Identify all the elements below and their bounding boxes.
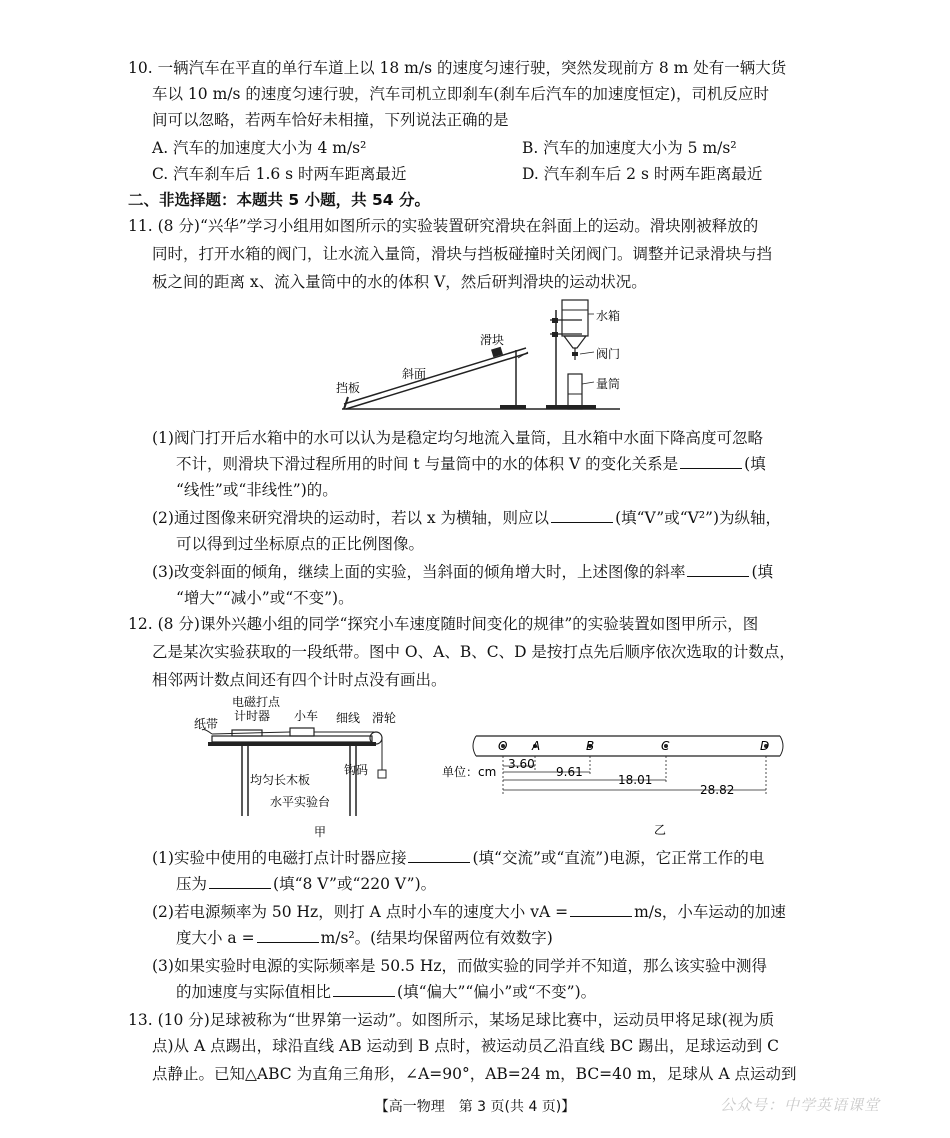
cylinder-label: 量筒 xyxy=(596,377,621,391)
q10-option-b: B. 汽车的加速度大小为 5 m/s² xyxy=(522,139,737,157)
point-d: D xyxy=(760,739,770,753)
q11-sub2-line1: (2)通过图像来研究滑块的运动时，若以 x 为横轴，则应以 (填“V”或“V²”)为纵轴， xyxy=(152,506,781,530)
q10-line2: 车以 10 m/s 的速度匀速行驶，汽车司机立即刹车(刹车后汽车的加速度恒定)，司机反应时 xyxy=(152,85,769,103)
q13-line3: 点静止。已知△ABC 为直角三角形，∠A=90°，AB=24 m，BC=40 m，足球从 A 点运动到 xyxy=(152,1065,797,1083)
q11-line1: 11. (8 分)“兴华”学习小组用如图所示的实验装置研究滑块在斜面上的运动。滑块刚被释放的 xyxy=(128,217,759,235)
string-label: 细线 xyxy=(336,711,361,725)
q11-line3: 板之间的距离 x、流入量筒中的水的体积 V，然后研判滑块的运动状况。 xyxy=(152,273,647,291)
table-label: 水平实验台 xyxy=(270,795,331,809)
q12-line1: 12. (8 分)课外兴趣小组的同学“探究小车速度随时间变化的规律”的实验装置如图甲所示，图 xyxy=(128,615,759,633)
q12-sub3-line2: 的加速度与实际值相比 (填“偏大”“偏小”或“不变”)。 xyxy=(176,980,596,1004)
weight-label: 钩码 xyxy=(344,763,369,777)
q11-sub1-line1: (1)阀门打开后水箱中的水可以认为是稳定均匀地流入量筒，且水箱中水面下降高度可忽略 xyxy=(152,429,763,447)
point-b: B xyxy=(586,739,595,753)
baffle-label: 挡板 xyxy=(336,381,361,395)
q12-figure-a xyxy=(190,694,400,842)
timer-label-line2: 计时器 xyxy=(234,709,271,723)
q11-sub3-line2: “增大”“减小”或“不变”)。 xyxy=(176,589,354,607)
answer-blank[interactable] xyxy=(551,506,613,523)
slope-label: 斜面 xyxy=(402,367,427,381)
point-o: O xyxy=(498,739,508,753)
q11-apparatus-figure xyxy=(330,296,630,420)
answer-blank[interactable] xyxy=(570,900,632,917)
pulley-label: 滑轮 xyxy=(372,711,397,725)
figure-a-caption: 甲 xyxy=(314,825,327,839)
distance-oa: 3.60 xyxy=(508,757,535,771)
point-c: C xyxy=(661,739,670,753)
q10-option-a: A. 汽车的加速度大小为 4 m/s² xyxy=(152,139,367,157)
tape-label: 纸带 xyxy=(194,717,219,731)
q10-line1: 10. 一辆汽车在平直的单行车道上以 18 m/s 的速度匀速行驶，突然发现前方 8 m 处有一辆大货 xyxy=(128,59,787,77)
answer-blank[interactable] xyxy=(209,872,271,889)
q12-sub3-line1: (3)如果实验时电源的实际频率是 50.5 Hz，而做实验的同学并不知道，那么该实验中测得 xyxy=(152,957,768,975)
distance-od: 28.82 xyxy=(700,783,735,797)
page-footer: 【高一物理 第 3 页(共 4 页)】 xyxy=(374,1099,576,1115)
cart-label: 小车 xyxy=(294,709,319,723)
q12-sub2-line2: 度大小 a = m/s²。(结果均保留两位有效数字) xyxy=(176,926,553,950)
point-a: A xyxy=(532,739,541,753)
answer-blank[interactable] xyxy=(257,926,319,943)
q12-line3: 相邻两计数点间还有四个计时点没有画出。 xyxy=(152,671,447,689)
q11-line2: 同时，打开水箱的阀门，让水流入量筒，滑块与挡板碰撞时关闭阀门。调整并记录滑块与挡 xyxy=(152,245,773,263)
answer-blank[interactable] xyxy=(333,980,395,997)
q13-line2: 点)从 A 点踢出，球沿直线 AB 运动到 B 点时，被运动员乙沿直线 BC 踢出，足球运动到 C xyxy=(152,1037,779,1055)
board-label: 均匀长木板 xyxy=(250,773,311,787)
q11-sub1-line3: “线性”或“非线性”)的。 xyxy=(176,481,338,499)
answer-blank[interactable] xyxy=(687,560,749,577)
section-2-heading: 二、非选择题：本题共 5 小题，共 54 分。 xyxy=(128,191,430,209)
tank-label: 水箱 xyxy=(596,309,621,323)
answer-blank[interactable] xyxy=(680,452,742,469)
q13-line1: 13. (10 分)足球被称为“世界第一运动”。如图所示，某场足球比赛中，运动员甲将足球(视为质 xyxy=(128,1011,775,1029)
distance-oc: 18.01 xyxy=(618,773,653,787)
valve-label: 阀门 xyxy=(596,347,621,361)
unit-label: 单位：cm xyxy=(442,765,497,779)
q11-sub1-line2: 不计，则滑块下滑过程所用的时间 t 与量筒中的水的体积 V 的变化关系是 (填 xyxy=(176,452,766,476)
answer-blank[interactable] xyxy=(408,846,470,863)
q10-option-d: D. 汽车刹车后 2 s 时两车距离最近 xyxy=(522,165,763,183)
q10-option-c: C. 汽车刹车后 1.6 s 时两车距离最近 xyxy=(152,165,407,183)
q12-line2: 乙是某次实验获取的一段纸带。图中 O、A、B、C、D 是按打点先后顺序依次选取的计数点， xyxy=(152,643,795,661)
q11-sub2-line2: 可以得到过坐标原点的正比例图像。 xyxy=(176,535,425,553)
q12-figure-b-tape xyxy=(440,728,785,838)
slider-label: 滑块 xyxy=(480,333,505,347)
q12-sub1-line2: 压为 (填“8 V”或“220 V”)。 xyxy=(176,872,436,896)
q10-line3: 间可以忽略，若两车恰好未相撞，下列说法正确的是 xyxy=(152,111,509,129)
q11-sub3-line1: (3)改变斜面的倾角，继续上面的实验，当斜面的倾角增大时，上述图像的斜率 (填 xyxy=(152,560,773,584)
figure-b-caption: 乙 xyxy=(654,823,667,837)
watermark: 公众号：中学英语课堂 xyxy=(719,1096,880,1114)
distance-ob: 9.61 xyxy=(556,765,583,779)
q12-sub2-line1: (2)若电源频率为 50 Hz，则打 A 点时小车的速度大小 vA = m/s，小车运动的加速 xyxy=(152,900,786,924)
timer-label-line1: 电磁打点 xyxy=(232,695,281,709)
q12-sub1-line1: (1)实验中使用的电磁打点计时器应接 (填“交流”或“直流”)电源，它正常工作的电 xyxy=(152,846,764,870)
